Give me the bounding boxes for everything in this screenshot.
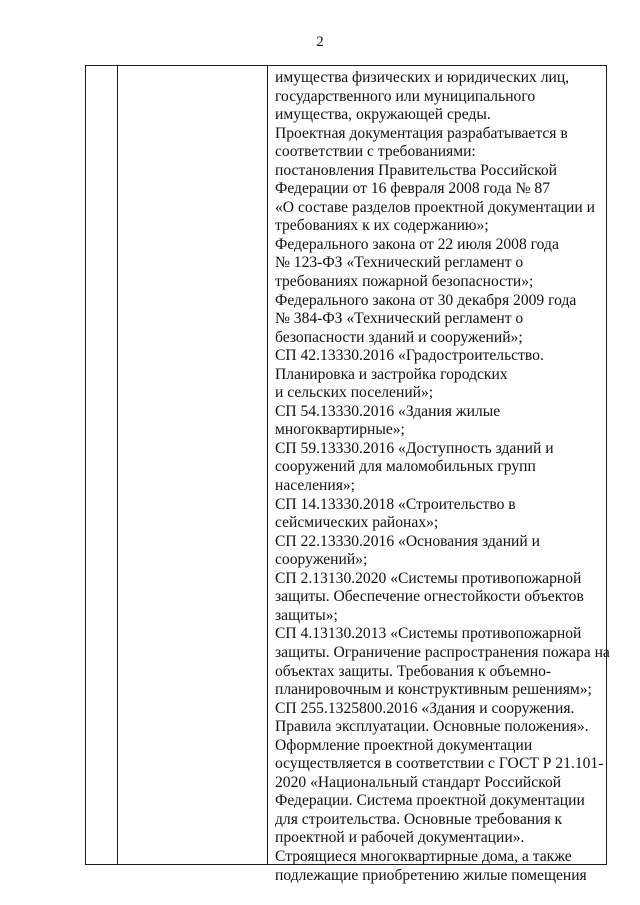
text-line: сейсмических районах»; — [275, 514, 439, 532]
text-line: СП 42.13330.2016 «Градостроительство. — [275, 347, 544, 365]
text-line: постановления Правительства Российской — [275, 161, 558, 179]
text-line: требованиях к их содержанию»; — [275, 217, 489, 235]
text-line: СП 22.13330.2016 «Основания зданий и — [275, 532, 540, 550]
text-line: Проектная документация разрабатывается в — [275, 124, 568, 142]
text-line: Федерации. Система проектной документации — [275, 792, 585, 810]
text-line: Федерации от 16 февраля 2008 года № 87 — [275, 180, 550, 198]
text-line: требованиях пожарной безопасности»; — [275, 273, 534, 291]
text-line: Планировка и застройка городских — [275, 365, 508, 383]
text-line: планировочным и конструктивным решениям»; — [275, 681, 592, 699]
text-line: сооружений»; — [275, 551, 368, 569]
text-line: Строящиеся многоквартирные дома, а также — [275, 847, 572, 865]
table-column-divider-2 — [267, 66, 268, 864]
text-line: Оформление проектной документации — [275, 736, 533, 754]
text-line: для строительства. Основные требования к — [275, 810, 563, 828]
table-cell-text — [275, 69, 610, 885]
text-line: СП 14.13330.2018 «Строительство в — [275, 495, 516, 513]
text-line: безопасности зданий и сооружений»; — [275, 328, 523, 346]
text-line: защиты»; — [275, 606, 338, 624]
table-column-divider-1 — [117, 66, 118, 864]
text-line: сооружений для маломобильных групп — [275, 458, 536, 476]
text-line: СП 59.13330.2016 «Доступность зданий и — [275, 439, 554, 457]
text-line: и сельских поселений»; — [275, 384, 434, 402]
text-line: осуществляется в соответствии с ГОСТ Р 21.101- — [275, 755, 604, 773]
text-line: защиты. Обеспечение огнестойкости объектов — [275, 588, 584, 606]
text-line: подлежащие приобретению жилые помещения — [275, 866, 587, 884]
text-line: многоквартирные»; — [275, 421, 405, 439]
text-line: СП 4.13130.2013 «Системы противопожарной — [275, 625, 582, 643]
text-line: 2020 «Национальный стандарт Российской — [275, 773, 562, 791]
text-line: имущества физических и юридических лиц, — [275, 69, 570, 86]
text-line: «О составе разделов проектной документации и — [275, 198, 595, 216]
text-line: населения»; — [275, 477, 355, 495]
text-line: СП 255.1325800.2016 «Здания и сооружения. — [275, 699, 575, 717]
text-line: объектах защиты. Требования к объемно- — [275, 662, 552, 680]
text-line: № 123-ФЗ «Технический регламент о — [275, 254, 524, 272]
text-line: имущества, окружающей среды. — [275, 106, 491, 124]
text-line: государственного или муниципального — [275, 87, 536, 105]
text-line: соответствии с требованиями: — [275, 143, 476, 161]
text-line: № 384-ФЗ «Технический регламент о — [275, 310, 524, 328]
page-number: 2 — [316, 34, 324, 50]
text-line: Федерального закона от 30 декабря 2009 года — [275, 291, 577, 309]
text-line: проектной и рабочей документации». — [275, 829, 525, 847]
text-line: Федерального закона от 22 июля 2008 года — [275, 235, 559, 253]
document-table — [85, 65, 610, 884]
text-line: Правила эксплуатации. Основные положения». — [275, 718, 589, 736]
text-line: защиты. Ограничение распространения пожара на — [275, 643, 610, 661]
text-line: СП 2.13130.2020 «Системы противопожарной — [275, 569, 582, 587]
text-line: СП 54.13330.2016 «Здания жилые — [275, 402, 501, 420]
